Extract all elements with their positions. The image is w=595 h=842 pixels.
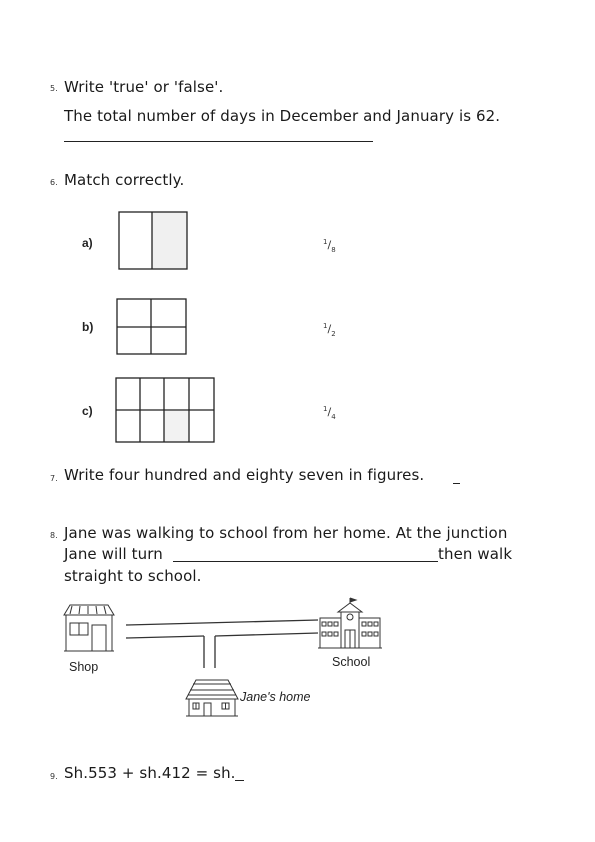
q5-number: 5. — [50, 84, 58, 93]
q7-text: Write four hundred and eighty seven in figures. — [64, 466, 425, 484]
q9-answer-line[interactable] — [235, 780, 244, 781]
q6-label-a: a) — [82, 236, 93, 250]
q6-number: 6. — [50, 178, 58, 187]
q9-text: Sh.553 + sh.412 = sh. — [64, 764, 236, 782]
q5-instruction: Write 'true' or 'false'. — [64, 78, 224, 96]
map-roads — [126, 620, 318, 668]
q8-line2-after: then walk — [438, 545, 513, 563]
q6-instruction: Match correctly. — [64, 171, 185, 189]
q6-label-b: b) — [82, 320, 94, 334]
q6-fraction-c: $^1/_4$ — [323, 405, 336, 421]
map-label-shop: Shop — [69, 660, 99, 674]
home-icon — [186, 680, 238, 716]
q6-fraction-b: $^1/_2$ — [323, 322, 336, 338]
q9-number: 9. — [50, 772, 58, 781]
map-label-home: Jane's home — [240, 690, 311, 704]
school-icon — [318, 598, 382, 648]
q7-number: 7. — [50, 474, 58, 483]
q5-statement: The total number of days in December and January is 62. — [64, 107, 501, 125]
q8-line1: Jane was walking to school from her home. At the junction — [64, 524, 508, 542]
q8-line2-before: Jane will turn — [64, 545, 163, 563]
q6-label-c: c) — [82, 404, 93, 418]
q8-line3: straight to school. — [64, 567, 202, 585]
q6-fraction-a: $^1/_8$ — [323, 238, 336, 254]
q8-number: 8. — [50, 531, 58, 540]
map-label-school: School — [332, 655, 371, 669]
shop-icon — [64, 605, 114, 651]
